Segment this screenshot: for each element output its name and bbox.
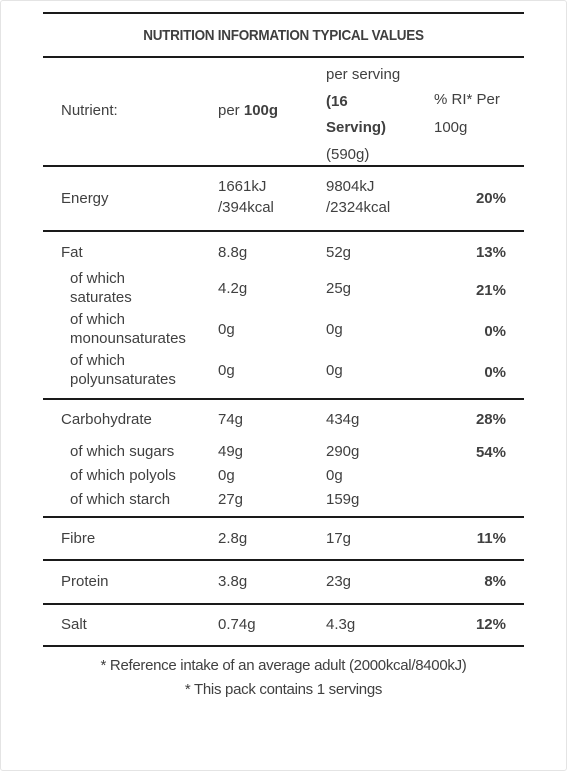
monounsaturates-label-line1: of which <box>70 311 126 328</box>
fibre-per-100g: 2.8g <box>218 530 248 547</box>
header-per-serving <box>326 62 400 168</box>
carbohydrate-label: Carbohydrate <box>61 411 152 428</box>
sugars-per-serving: 290g <box>326 443 360 460</box>
fat-per-100g: 8.8g <box>218 244 248 261</box>
saturates-label-line1: of which <box>70 270 126 287</box>
nutrition-table <box>43 12 524 702</box>
protein-per-100g: 3.8g <box>218 573 248 590</box>
table-title: NUTRITION INFORMATION TYPICAL VALUES <box>143 26 424 44</box>
polyunsaturates-label <box>70 351 176 389</box>
salt-row <box>43 605 524 645</box>
header-serving-line1: per serving <box>326 66 401 83</box>
header-ri-line1: % RI* Per <box>434 91 500 108</box>
fat-ri: 13% <box>475 244 506 261</box>
polyols-label: of which polyols <box>70 467 176 484</box>
fibre-label: Fibre <box>61 530 96 547</box>
energy-row <box>43 167 524 230</box>
protein-row <box>43 561 524 603</box>
energy-per-100g <box>218 176 274 218</box>
polyunsaturates-ri: 0% <box>484 364 506 381</box>
saturates-per-100g: 4.2g <box>218 280 248 297</box>
header-ri <box>434 86 500 142</box>
fibre-row <box>43 518 524 559</box>
header-row <box>43 58 524 165</box>
sugars-ri: 54% <box>475 444 506 461</box>
polyols-per-100g: 0g <box>218 467 235 484</box>
header-serving-line4: (590g) <box>326 145 370 163</box>
energy-per-100g-kcal: /394kcal <box>218 199 274 216</box>
header-per-100g-prefix: per <box>218 102 244 119</box>
protein-ri: 8% <box>484 573 506 590</box>
footnote-servings: * This pack contains 1 servings <box>184 681 383 698</box>
carbohydrate-group <box>43 400 524 516</box>
sugars-per-100g: 49g <box>218 443 244 460</box>
monounsaturates-per-100g: 0g <box>218 321 235 338</box>
header-serving-line3: Serving) <box>326 119 387 136</box>
footnotes <box>43 647 524 702</box>
polyunsaturates-per-serving: 0g <box>326 362 343 379</box>
monounsaturates-label <box>70 310 186 348</box>
saturates-per-serving: 25g <box>326 280 352 297</box>
monounsaturates-ri: 0% <box>484 323 506 340</box>
carbohydrate-ri: 28% <box>475 411 506 428</box>
polyunsaturates-label-line1: of which <box>70 352 126 369</box>
salt-label: Salt <box>61 616 87 633</box>
energy-per-100g-kj: 1661kJ <box>218 178 267 195</box>
polyunsaturates-label-line2: polyunsaturates <box>70 371 176 388</box>
header-nutrient: Nutrient: <box>61 102 118 119</box>
energy-ri: 20% <box>475 190 506 207</box>
header-ri-line2: 100g <box>434 119 468 136</box>
header-per-100g <box>218 100 278 121</box>
fibre-per-serving: 17g <box>326 530 352 547</box>
polyols-per-serving: 0g <box>326 467 343 484</box>
header-per-100g-amount: 100g <box>243 102 279 119</box>
header-serving-line2: (16 <box>326 92 348 110</box>
salt-ri: 12% <box>475 616 506 633</box>
protein-per-serving: 23g <box>326 573 352 590</box>
starch-per-serving: 159g <box>326 491 360 508</box>
sugars-label: of which sugars <box>70 443 175 460</box>
footnote-reference-intake: * Reference intake of an average adult (2000kcal/8400kJ) <box>100 657 467 674</box>
salt-per-100g: 0.74g <box>218 616 256 633</box>
carbohydrate-per-serving: 434g <box>326 411 360 428</box>
protein-label: Protein <box>61 573 109 590</box>
saturates-label-line2: saturates <box>70 289 132 306</box>
saturates-ri: 21% <box>475 282 506 299</box>
energy-label: Energy <box>61 190 109 207</box>
monounsaturates-label-line2: monounsaturates <box>70 330 186 347</box>
fat-label: Fat <box>61 244 83 261</box>
monounsaturates-per-serving: 0g <box>326 321 343 338</box>
starch-label: of which starch <box>70 491 171 508</box>
polyunsaturates-per-100g: 0g <box>218 362 235 379</box>
fibre-ri: 11% <box>476 530 506 547</box>
starch-per-100g: 27g <box>218 491 244 508</box>
saturates-label <box>70 269 132 307</box>
fat-per-serving: 52g <box>326 244 352 261</box>
carbohydrate-per-100g: 74g <box>218 411 244 428</box>
energy-serving-kcal: /2324kcal <box>326 199 391 216</box>
energy-serving-kj: 9804kJ <box>326 178 375 195</box>
salt-per-serving: 4.3g <box>326 616 356 633</box>
energy-per-serving <box>326 176 390 218</box>
fat-group <box>43 232 524 398</box>
